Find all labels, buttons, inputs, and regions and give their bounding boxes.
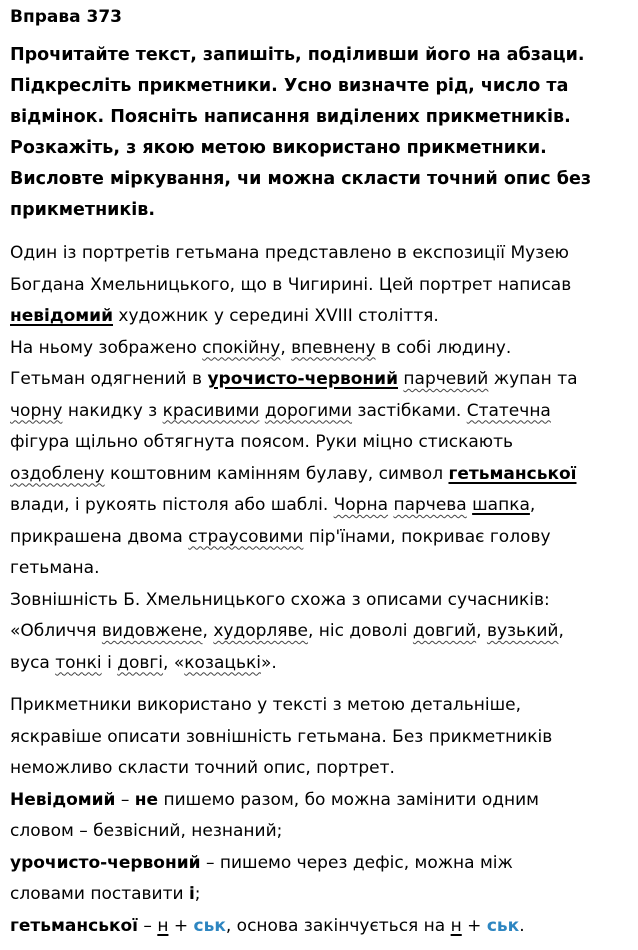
adjective: козацькі xyxy=(184,652,261,673)
text-fragment: жупан та xyxy=(488,369,578,389)
text-line: гетьмана. xyxy=(10,558,100,578)
answer-line xyxy=(10,879,634,911)
task-line: Прочитайте текст, запишіть, поділивши його на абзаци. xyxy=(10,45,585,65)
text-fragment: – пишемо через дефіс, можна між xyxy=(200,852,513,873)
adjective: тонкі xyxy=(55,652,102,673)
spacer xyxy=(10,679,634,690)
text-line: Один із портретів гетьмана представлено в експозиції Музею xyxy=(10,243,569,263)
reading-text xyxy=(10,238,634,679)
task-line: Розкажіть, з якою метою використано прикметники. xyxy=(10,138,547,158)
text-fragment: пір'їнами, покриває голову xyxy=(303,526,551,547)
adjective: довгі xyxy=(117,652,164,673)
answer-line xyxy=(10,911,634,943)
text-fragment: + xyxy=(168,915,194,936)
text-fragment: влади, і рукоять пістоля або шаблі. xyxy=(10,495,334,515)
task-line: Підкресліть прикметники. Усно визначте рід, число та xyxy=(10,76,569,96)
text-fragment: , основа закінчується на xyxy=(225,915,451,936)
text-fragment: , ніс доволі xyxy=(307,621,413,641)
adjective: страусовими xyxy=(188,526,304,547)
highlighted-adjective: невідомий xyxy=(10,306,113,326)
text-line xyxy=(10,616,634,648)
highlighted-adjective: гетьманської xyxy=(448,463,577,484)
adjective: дорогими xyxy=(264,400,353,421)
adjective: Чорна xyxy=(333,495,389,515)
adjective: видовжене xyxy=(101,621,203,641)
text-fragment: , xyxy=(558,621,564,641)
answer-line xyxy=(10,785,634,817)
text-fragment: , xyxy=(202,621,214,641)
document xyxy=(10,4,634,942)
text-fragment: в собі людину. xyxy=(375,337,512,358)
highlighted-adjective: урочисто-червоний xyxy=(207,369,398,389)
text-fragment: художник у середині XVIII століття. xyxy=(113,306,439,326)
text-fragment: «Обличчя xyxy=(10,621,102,641)
text-fragment: ; xyxy=(194,884,201,904)
exercise-title: Вправа 373 xyxy=(10,7,122,27)
text-fragment: прикрашена двома xyxy=(10,526,189,547)
term: Невідомий xyxy=(10,789,116,810)
task-line: прикметників. xyxy=(10,200,156,220)
adjective: худорляве xyxy=(213,621,308,641)
noun: шапка xyxy=(472,495,530,515)
letter-n: н xyxy=(450,915,462,936)
text-line: фігура щільно обтягнута поясом. Руки міцно стискають xyxy=(10,432,514,452)
text-line xyxy=(10,459,634,491)
task-instructions xyxy=(10,40,634,226)
term: урочисто-червоний xyxy=(10,852,201,873)
text-fragment: + xyxy=(461,915,487,936)
text-line xyxy=(10,333,634,365)
text-line: Богдана Хмельницького, що в Чигирині. Цей портрет написав xyxy=(10,274,572,295)
term: і xyxy=(188,884,195,904)
adjective: впевнену xyxy=(291,337,376,358)
suffix-sk: ськ xyxy=(486,915,520,936)
text-fragment: – xyxy=(115,789,135,810)
answer-line: Прикметники використано у тексті з метою детальніше, xyxy=(10,695,522,715)
text-fragment: ». xyxy=(260,652,277,673)
adjective: красивими xyxy=(162,400,260,421)
text-line: Зовнішність Б. Хмельницького схожа з описами сучасників: xyxy=(10,589,550,610)
text-fragment: коштовним камінням булаву, символ xyxy=(104,463,449,484)
adjective: чорну xyxy=(10,400,63,421)
answer-line: неможливо скласти точний опис, портрет. xyxy=(10,758,395,778)
adjective: спокійну xyxy=(202,337,281,358)
text-line xyxy=(10,301,634,333)
text-fragment: пишемо разом, бо можна замінити одним xyxy=(158,789,540,810)
suffix-sk: ськ xyxy=(193,915,226,936)
term: не xyxy=(134,789,159,810)
text-fragment: На ньому зображено xyxy=(10,337,203,358)
text-fragment: накидку з xyxy=(62,400,163,421)
text-fragment: словами поставити xyxy=(10,884,189,904)
text-fragment: . xyxy=(519,915,525,936)
adjective: вузький xyxy=(486,621,559,641)
answer-line: яскравіше описати зовнішність гетьмана. Без прикметників xyxy=(10,726,553,747)
answer-text xyxy=(10,690,634,942)
adjective: довгий xyxy=(412,621,477,641)
text-fragment: , xyxy=(280,337,292,358)
adjective: Статечна xyxy=(466,400,551,421)
text-fragment: , xyxy=(529,495,536,515)
text-line xyxy=(10,364,634,396)
adjective: парчева xyxy=(393,495,467,515)
text-line xyxy=(10,522,634,554)
task-line: Висловте міркування, чи можна скласти точний опис без xyxy=(10,169,591,189)
text-fragment: , « xyxy=(163,652,185,673)
answer-line: словом – безвісний, незнаний; xyxy=(10,821,283,841)
text-line xyxy=(10,490,634,522)
text-fragment: , xyxy=(476,621,487,641)
text-line xyxy=(10,648,634,680)
text-fragment: Гетьман одягнений в xyxy=(10,369,208,389)
text-line xyxy=(10,396,634,428)
text-fragment: – xyxy=(138,915,158,936)
adjective: парчевий xyxy=(403,369,489,389)
term: гетьманської xyxy=(10,915,138,936)
text-fragment: вуса xyxy=(10,652,56,673)
letter-n: н xyxy=(157,915,169,936)
text-fragment: застібками. xyxy=(352,400,467,421)
answer-line xyxy=(10,848,634,880)
adjective: оздоблену xyxy=(10,463,105,484)
task-line: відмінок. Поясніть написання виділених прикметників. xyxy=(10,107,571,127)
text-fragment: і xyxy=(101,652,118,673)
